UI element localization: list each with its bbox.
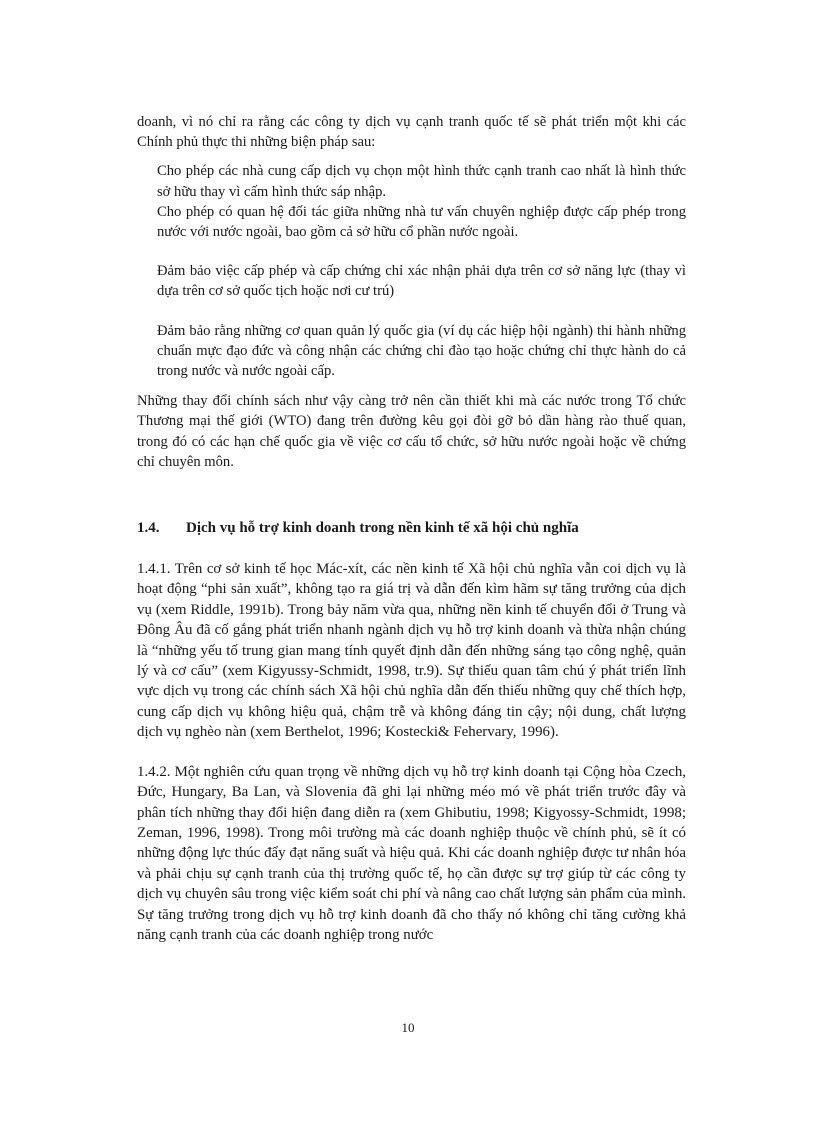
paragraph-1-4-1: 1.4.1. Trên cơ sở kinh tế học Mác-xít, các nền kinh tế Xã hội chủ nghĩa vẫn coi dịch vụ là hoạt động “phi sản xuất”, không tạo ra giá trị và dẫn đến kìm hãm sự tăng trưởng của dịch vụ (xem Riddle, 1991b). Trong bảy năm vừa qua, những nền kinh tế chuyển đổi ở Trung và Đông Âu đã cố gắng phát triển nhanh ngành dịch vụ hỗ trợ kinh doanh và thừa nhận chúng là “những yếu tố trung gian mang tính quyết định dẫn đến những sáng tạo công nghệ, quản lý và cơ cấu” (xem Kigyussy-Schmidt, 1998, tr.9). Sự thiếu quan tâm chú ý phát triển lĩnh vực dịch vụ trong các chính sách Xã hội chủ nghĩa dẫn đến thiếu những quy chế thích hợp, cung cấp dịch vụ không hiệu quả, chậm trễ và không đáng tin cậy; nội dung, chất lượng dịch vụ nghèo nàn (xem Berthelot, 1996; Kostecki& Fehervary, 1996).: [137, 561, 686, 741]
policy-paragraph: Những thay đổi chính sách như vậy càng trở nên cần thiết khi mà các nước trong Tổ chức Thương mại thế giới (WTO) đang trên đường kêu gọi đòi gỡ bỏ dần hàng rào thuế quan, trong đó có các hạn chế quốc gia về việc cơ cấu tổ chức, sở hữu nước ngoài hoặc về chứng chỉ chuyên môn.: [137, 393, 686, 470]
page-number: 10: [401, 1020, 415, 1035]
measure-item-2: Cho phép có quan hệ đối tác giữa những nhà tư vấn chuyên nghiệp được cấp phép trong nước với nước ngoài, bao gồm cả sở hữu cổ phần nước ngoài.: [157, 203, 686, 241]
measure-item-1: Cho phép các nhà cung cấp dịch vụ chọn một hình thức cạnh tranh cao nhất là hình thức sở hữu thay vì cấm hình thức sáp nhập.: [157, 163, 686, 200]
section-title: Dịch vụ hỗ trợ kinh doanh trong nền kinh tế xã hội chủ nghĩa: [186, 520, 579, 537]
measure-item-4: Đảm bảo rằng những cơ quan quản lý quốc gia (ví dụ các hiệp hội ngành) thi hành những chuẩn mực đạo đức và công nhận các chứng chỉ đào tạo hoặc chứng chỉ thực hành do cả trong nước và nước ngoài cấp.: [157, 322, 686, 380]
measures-list: [157, 161, 686, 381]
section-heading: [137, 520, 686, 537]
measure-item-3: Đảm bảo việc cấp phép và cấp chứng chỉ xác nhận phải dựa trên cơ sở năng lực (thay vì dựa trên cơ sở quốc tịch hoặc nơi cư trú): [157, 263, 686, 300]
section-number: 1.4.: [137, 520, 160, 537]
document-page: [137, 112, 686, 945]
paragraph-1-4-2: 1.4.2. Một nghiên cứu quan trọng về những dịch vụ hỗ trợ kinh doanh tại Cộng hòa Czech, Đức, Hungary, Ba Lan, và Slovenia đã ghi lại những méo mó về phát triển trước đây và phân tích những thay đổi hiện đang diễn ra (xem Ghibutiu, 1998; Kigyossy-Schmidt, 1998; Zeman, 1996, 1998). Trong môi trường mà các doanh nghiệp thuộc về chính phủ, sẽ ít có những động lực thúc đẩy đạt năng suất và hiệu quả. Khi các doanh nghiệp được tư nhân hóa và phải chịu sự cạnh tranh của thị trường quốc tế, họ cần được sự trợ giúp từ các công ty dịch vụ chuyên sâu trong việc kiểm soát chi phí và nâng cao chất lượng sản phẩm của mình. Sự tăng trưởng trong dịch vụ hỗ trợ kinh doanh đã cho thấy nó không chỉ tăng cường khả năng cạnh tranh của các doanh nghiệp trong nước: [137, 763, 686, 943]
intro-paragraph: doanh, vì nó chỉ ra rằng các công ty dịch vụ cạnh tranh quốc tế sẽ phát triển một khi các Chính phủ thực thi những biện pháp sau:: [137, 114, 686, 151]
